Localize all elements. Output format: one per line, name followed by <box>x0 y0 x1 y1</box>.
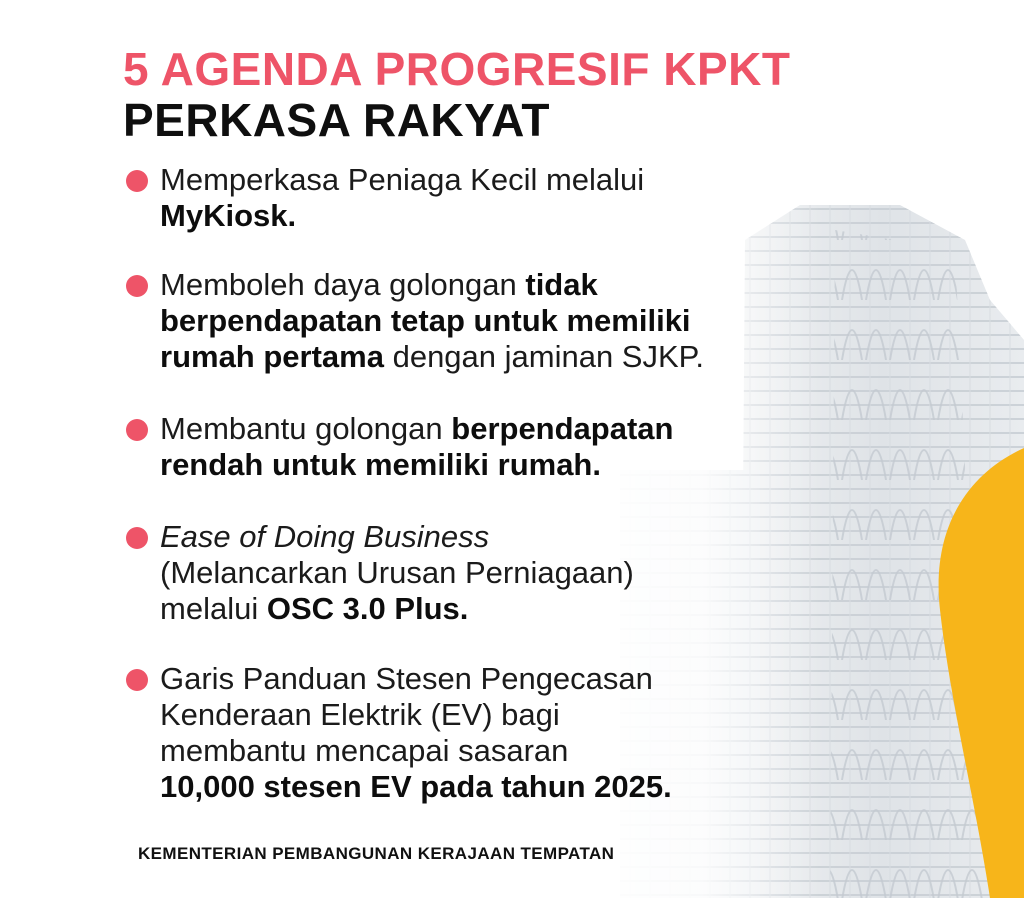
agenda-text-run: (Melancarkan Urusan Perniagaan) <box>160 555 634 590</box>
agenda-line <box>160 339 823 375</box>
agenda-text-run: rendah untuk memiliki rumah. <box>160 447 601 482</box>
title-line-2: PERKASA RAKYAT <box>123 94 551 146</box>
ministry-footer: KEMENTERIAN PEMBANGUNAN KERAJAAN TEMPATAN <box>138 844 615 863</box>
agenda-line <box>160 411 823 447</box>
agenda-line <box>160 555 823 591</box>
agenda-text <box>160 519 823 627</box>
agenda-text <box>160 411 823 483</box>
agenda-text-run: Kenderaan Elektrik (EV) bagi <box>160 697 560 732</box>
agenda-text <box>160 267 823 375</box>
agenda-text-run: Membantu golongan <box>160 411 452 446</box>
agenda-line <box>160 447 823 483</box>
dot-icon <box>126 669 148 691</box>
agenda-text-run: Memboleh daya golongan <box>160 267 526 302</box>
agenda-text-run: tidak <box>525 267 598 302</box>
agenda-text <box>160 162 823 234</box>
agenda-item <box>123 267 823 375</box>
agenda-text-run: membantu mencapai sasaran <box>160 733 569 768</box>
agenda-line <box>160 303 823 339</box>
title-line-1: 5 AGENDA PROGRESIF KPKT <box>123 43 791 95</box>
agenda-line <box>160 769 823 805</box>
agenda-line <box>160 162 823 198</box>
agenda-text-run: MyKiosk. <box>160 198 297 233</box>
agenda-line <box>160 733 823 769</box>
agenda-line <box>160 591 823 627</box>
agenda-text-run: berpendapatan tetap untuk memiliki <box>160 303 691 338</box>
agenda-text-run: dengan jaminan SJKP. <box>383 339 704 374</box>
agenda-text-run: berpendapatan <box>451 411 674 446</box>
agenda-text-run: Garis Panduan Stesen Pengecasan <box>160 661 653 696</box>
dot-icon <box>126 419 148 441</box>
agenda-line <box>160 661 823 697</box>
dot-icon <box>126 275 148 297</box>
agenda-text-run: OSC 3.0 Plus. <box>266 591 469 626</box>
agenda-line <box>160 198 823 234</box>
agenda-line <box>160 519 823 555</box>
agenda-item <box>123 162 823 234</box>
agenda-text-run: 10,000 stesen EV pada tahun 2025. <box>160 769 672 804</box>
agenda-item <box>123 411 823 483</box>
agenda-text-run: Ease of Doing Business <box>160 519 490 554</box>
agenda-item <box>123 661 823 805</box>
agenda-line <box>160 267 823 303</box>
agenda-text-run: Memperkasa Peniaga Kecil melalui <box>160 162 645 197</box>
agenda-text-run: rumah pertama <box>160 339 384 374</box>
agenda-item <box>123 519 823 627</box>
dot-icon <box>126 527 148 549</box>
agenda-text <box>160 661 823 805</box>
agenda-text-run: melalui <box>160 591 267 626</box>
dot-icon <box>126 170 148 192</box>
agenda-line <box>160 697 823 733</box>
